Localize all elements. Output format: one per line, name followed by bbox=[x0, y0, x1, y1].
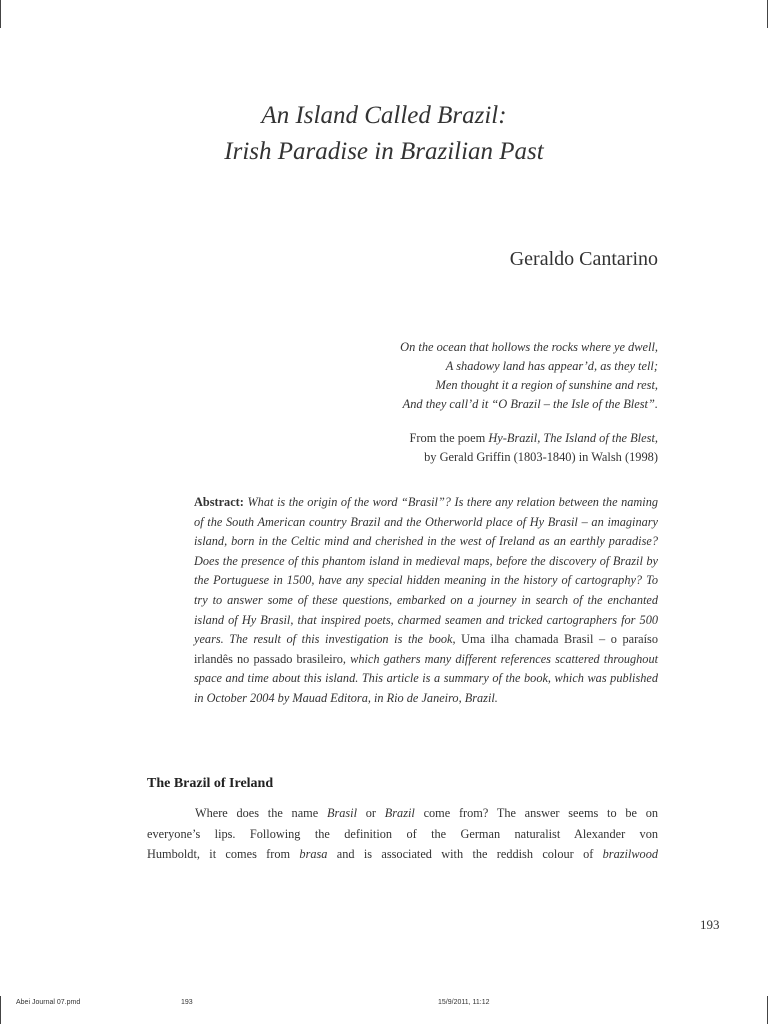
epigraph-line: And they call’d it “O Brazil – the Isle of the Blest”. bbox=[402, 397, 658, 411]
epigraph-line: On the ocean that hollows the rocks where ye dwell, bbox=[400, 340, 658, 354]
source-prefix: From the poem bbox=[409, 431, 489, 445]
abstract-text-2: which gathers many different references scattered throughout space and time about this island. This article is a summary of the book, which was published in October 2004 by Mauad Editora, in Rio de Janeiro, Brazil. bbox=[194, 651, 659, 705]
page-number: 193 bbox=[700, 917, 720, 932]
epigraph-source-line1 bbox=[410, 429, 658, 448]
section-heading: The Brazil of Ireland bbox=[147, 776, 274, 791]
footer-page: 193 bbox=[181, 999, 193, 1006]
body-line bbox=[147, 803, 658, 824]
body-paragraph bbox=[147, 803, 658, 865]
crop-mark-top-left bbox=[0, 0, 1, 28]
article-title-line1: An Island Called Brazil: bbox=[261, 102, 507, 129]
source-poem-title: Hy-Brazil, The Island of the Blest, bbox=[488, 431, 658, 445]
text-run: Humboldt, it comes from bbox=[147, 847, 300, 861]
crop-mark-bottom-left bbox=[0, 996, 1, 1024]
abstract bbox=[194, 493, 658, 709]
italic-term: brazilwood bbox=[602, 847, 658, 861]
text-run: or bbox=[357, 806, 385, 820]
epigraph-source bbox=[410, 429, 658, 467]
abstract-text-1: What is the origin of the word “Brasil”? Is there any relation between the naming of the South American country Brazil and the Otherworld place of Hy Brasil – an imaginary island, born in the Celtic mind and cherished in the west of Ireland as an earthly paradise? Does the presence of this phantom island in medieval maps, before the discovery of Brazil by the Portuguese in 1500, have any special hidden meaning in the history of cartography? To try to answer some of these questions, embarked on a journey in search of the enchanted island of Hy Brasil, that inspired poets, charmed seamen and tricked cartographers for 500 years. The result of this investigation is the book, bbox=[194, 495, 658, 647]
text-run: and is associated with the reddish colour of bbox=[327, 847, 603, 861]
epigraph bbox=[400, 338, 658, 414]
italic-term: Brasil bbox=[326, 806, 358, 820]
text-run: Where does the name bbox=[195, 806, 327, 820]
article-title-line2: Irish Paradise in Brazilian Past bbox=[224, 138, 544, 165]
abstract-label: Abstract: bbox=[194, 495, 244, 509]
epigraph-line: Men thought it a region of sunshine and rest, bbox=[435, 378, 658, 392]
footer-filename: Abei Journal 07.pmd bbox=[16, 999, 81, 1006]
abstract-book-title: Uma ilha chamada Brasil – o paraíso irlandês no passado brasileiro, bbox=[194, 632, 658, 666]
epigraph-line: A shadowy land has appear’d, as they tell; bbox=[445, 359, 658, 373]
text-run: come from? The answer seems to be on bbox=[414, 806, 658, 820]
body-line bbox=[147, 844, 658, 865]
footer-timestamp: 15/9/2011, 11:12 bbox=[438, 999, 490, 1006]
italic-term: brasa bbox=[299, 847, 328, 861]
body-line: everyone’s lips. Following the definition of the German naturalist Alexander von bbox=[147, 826, 658, 841]
epigraph-source-line2: by Gerald Griffin (1803-1840) in Walsh (1998) bbox=[424, 450, 658, 464]
italic-term: Brazil bbox=[384, 806, 415, 820]
author-name: Geraldo Cantarino bbox=[509, 248, 658, 270]
